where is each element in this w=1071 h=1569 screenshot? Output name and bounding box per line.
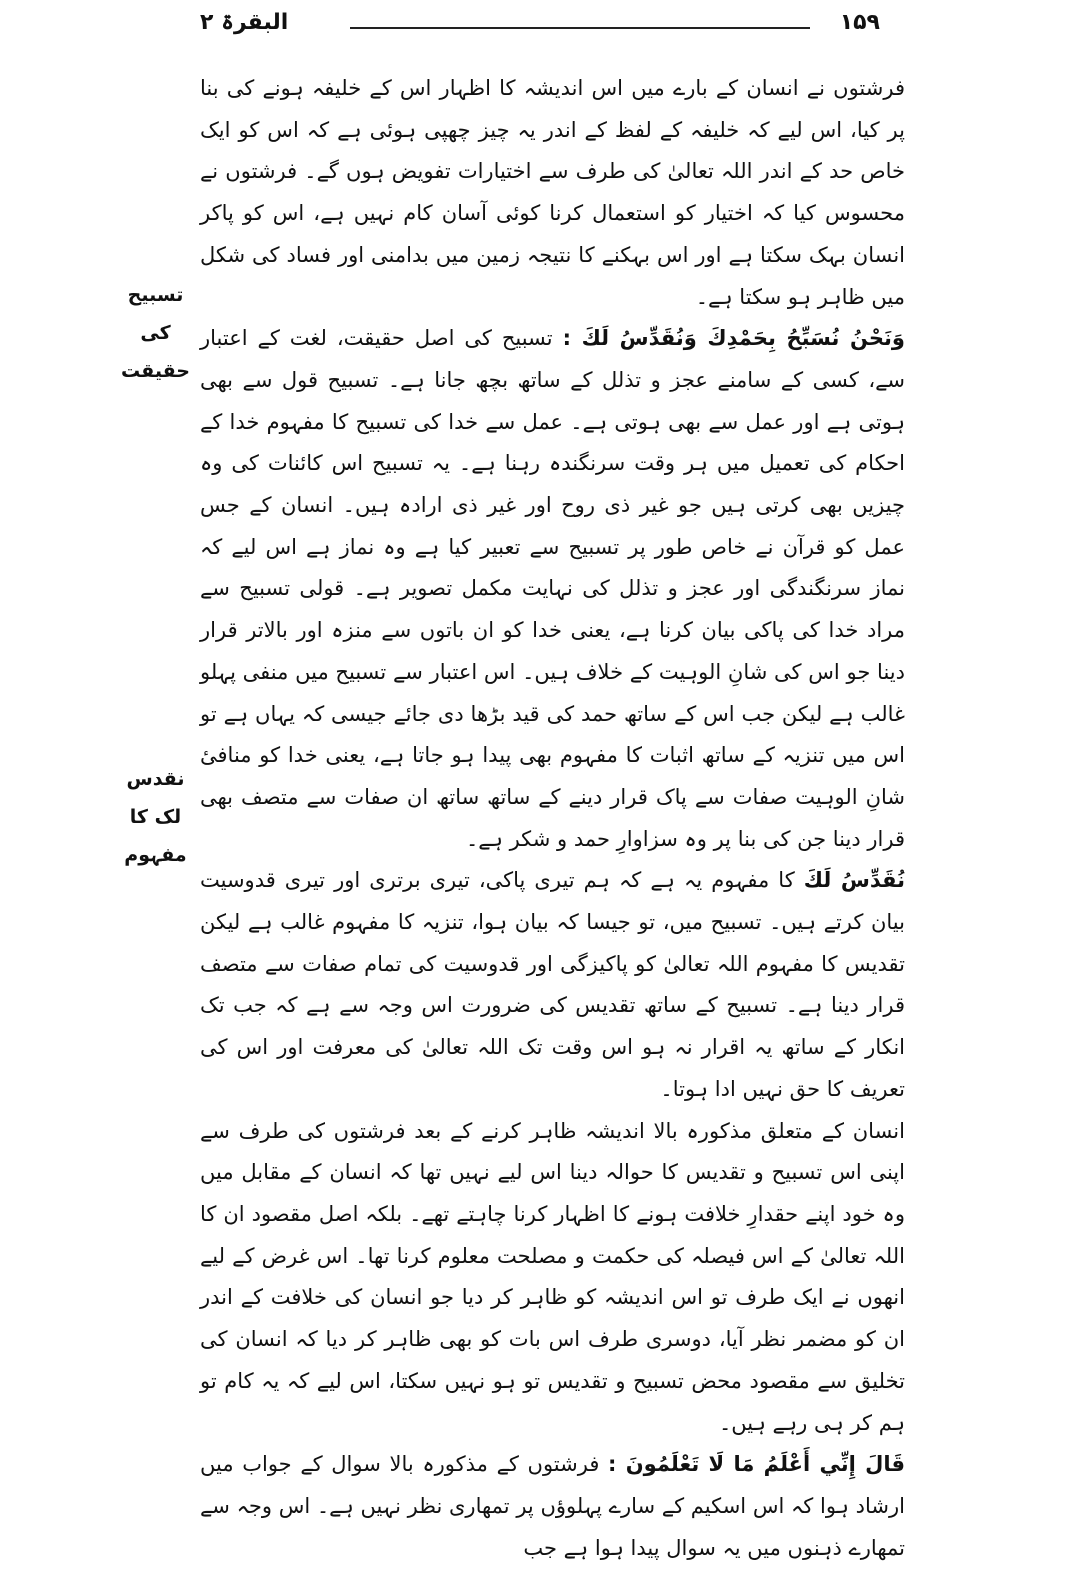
page-number: ۱۵۹ — [839, 10, 880, 35]
paragraph-4: انسان کے متعلق مذکورہ بالا اندیشہ ظاہر کرنے کے بعد فرشتوں کی طرف سے اپنی اس تسبیح و تقدیس کا حوالہ دینا اس لیے نہیں تھا کہ انسان کے مقابل میں وہ خود اپنے حقدارِ خلافت ہونے کا اظہار کرنا چاہتے تھے۔ بلکہ اصل مقصود ان کا اللہ تعالیٰ کے اس فیصلہ کی حکمت و مصلحت معلوم کرنا تھا۔ اس غرض کے لیے انھوں نے ایک طرف تو اس اندیشہ کو ظاہر کر دیا جو انسان کی خلافت کے اندر ان کو مضمر نظر آیا، دوسری طرف اس بات کو بھی ظاہر کر دیا کہ انسان کی تخلیق سے مقصود محض تسبیح و تقدیس تو ہو نہیں سکتا، اس لیے کہ یہ کام تو ہم کر ہی رہے ہیں۔ — [200, 1118, 905, 1435]
page-body — [200, 68, 905, 1569]
paragraph-3-text: کا مفہوم یہ ہے کہ ہم تیری پاکی، تیری برتری اور تیری قدوسیت بیان کرتے ہیں۔ تسبیح میں، تو جیسا کہ بیان ہوا، تنزیہ کا مفہوم غالب ہے لیکن تقدیس کا مفہوم اللہ تعالیٰ کو پاکیزگی اور قدوسیت کی تمام صفات سے متصف قرار دینا ہے۔ تسبیح کے ساتھ تقدیس کی ضرورت اس وجہ سے ہے کہ جب تک انکار کے ساتھ یہ اقرار نہ ہو اس وقت تک اللہ تعالیٰ کی معرفت اور اس کی تعریف کا حق نہیں ادا ہوتا۔ — [200, 868, 905, 1101]
paragraph-1: فرشتوں نے انسان کے بارے میں اس اندیشہ کا اظہار اس کے خلیفہ ہونے کی بنا پر کیا، اس لیے کہ خلیفہ کے لفظ کے اندر یہ چیز چھپی ہوئی ہے کہ اس کو ایک خاص حد کے اندر اللہ تعالیٰ کی طرف سے اختیارات تفویض ہوں گے۔ فرشتوں نے محسوس کیا کہ اختیار کو استعمال کرنا کوئی آسان کام نہیں ہے، اس کو پاکر انسان بہک سکتا ہے اور اس بہکنے کا نتیجہ زمین میں بدامنی اور فساد کی شکل میں ظاہر ہو سکتا ہے۔ — [200, 76, 905, 309]
quranic-phrase: نُقَدِّسُ لَكَ — [803, 868, 905, 893]
paragraph-2 — [200, 318, 905, 860]
header-rule — [350, 27, 810, 29]
margin-note-nuqaddis: نقدس لک کا مفہوم — [124, 768, 187, 866]
paragraph-3 — [200, 860, 905, 1110]
quranic-phrase: قَالَ إِنِّي أَعْلَمُ مَا لَا تَعْلَمُونَ : — [608, 1452, 905, 1477]
margin-note-tasbih: تسبیح کی حقیقت — [121, 284, 190, 382]
surah-title: البقرۃ ۲ — [200, 10, 289, 35]
paragraph-5 — [200, 1444, 905, 1569]
quranic-phrase: وَنَحْنُ نُسَبِّحُ بِحَمْدِكَ وَنُقَدِّسُ لَكَ : — [562, 326, 905, 351]
page-header — [200, 10, 880, 40]
paragraph-5-text: فرشتوں کے مذکورہ بالا سوال کے جواب میں ارشاد ہوا کہ اس اسکیم کے سارے پہلوؤں پر تمھاری نظر نہیں ہے۔ اس وجہ سے تمھارے ذہنوں میں یہ سوال پیدا ہوا ہے جب — [200, 1452, 905, 1560]
paragraph-2-text: تسبیح کی اصل حقیقت، لغت کے اعتبار سے، کسی کے سامنے عجز و تذلل کے ساتھ بچھ جانا ہے۔ تسبیح قول سے بھی ہوتی ہے اور عمل سے بھی ہوتی ہے۔ عمل سے خدا کی تسبیح کا مفہوم خدا کے احکام کی تعمیل میں ہر وقت سرنگندہ رہنا ہے۔ یہ تسبیح اس کائنات کی وہ چیزیں بھی کرتی ہیں جو غیر ذی روح اور غیر ذی ارادہ ہیں۔ انسان کے جس عمل کو قرآن نے خاص طور پر تسبیح سے تعبیر کیا ہے وہ نماز ہے اس لیے کہ نماز سرنگندگی اور عجز و تذلل کی نہایت مکمل تصویر ہے۔ قولی تسبیح سے مراد خدا کی پاکی بیان کرنا ہے، یعنی خدا کو ان باتوں سے منزہ اور بالاتر قرار دینا جو اس کی شانِ الوہیت کے خلاف ہیں۔ اس اعتبار سے تسبیح میں منفی پہلو غالب ہے لیکن جب اس کے ساتھ حمد کی قید بڑھا دی جائے جیسی کہ یہاں ہے تو اس میں تنزیہ کے ساتھ اثبات کا مفہوم بھی پیدا ہو جاتا ہے، یعنی خدا کو منافیٔ شانِ الوہیت صفات سے پاک قرار دینے کے ساتھ ساتھ ان صفات سے متصف بھی قرار دینا جن کی بنا پر وہ سزاوارِ حمد و شکر ہے۔ — [200, 326, 905, 851]
